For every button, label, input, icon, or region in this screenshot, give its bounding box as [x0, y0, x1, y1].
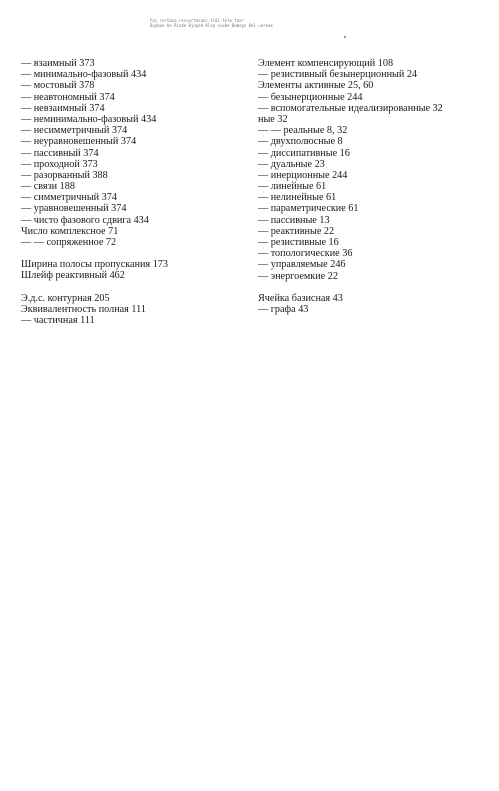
index-entry: — реактивные 22	[258, 225, 335, 237]
index-entry: — резистивный безынерционный 24	[258, 69, 418, 81]
index-entry: — симметричный 374	[21, 192, 117, 204]
index-entry: — уравновешенный 374	[21, 203, 127, 215]
index-entry: Э.д.с. контурная 205	[21, 292, 110, 304]
index-gap	[258, 282, 494, 293]
index-entry: — энергоемкие 22	[258, 270, 338, 282]
index-entry: — диссипативные 16	[258, 147, 350, 159]
index-entry: — минимально-фазовый 434	[21, 69, 147, 81]
watermark	[150, 18, 273, 28]
index-entry: Эквивалентность полная 111	[21, 303, 146, 315]
index-entry: — неуравновешенный 374	[21, 136, 137, 148]
watermark-line: Buyboe be Riode Bjoped Alep sxxbe Bamsgs Bel.=ereek	[150, 23, 273, 28]
index-entry: — безынерционные 244	[258, 91, 363, 103]
index-entry: — неминимально-фазовый 434	[21, 113, 157, 125]
index-entry: Шлейф реактивный 462	[21, 270, 125, 282]
index-entry: — проходной 373	[21, 158, 98, 170]
index-entry: — частичная 111	[21, 314, 95, 326]
index-entry: — линейные 61	[258, 181, 327, 193]
index-entry: — вспомогательные идеализированные 32	[258, 102, 443, 114]
index-column-left	[21, 58, 246, 326]
index-entry: — дуальные 23	[258, 158, 325, 170]
index-entry: — управляемые 246	[258, 259, 346, 271]
index-entry: Элемент компенсирующий 108	[258, 58, 394, 69]
index-entry: — невзаимный 374	[21, 102, 105, 114]
index-entry: — — сопряженное 72	[21, 237, 117, 248]
index-gap	[21, 248, 246, 259]
index-entry: — несимметричный 374	[21, 125, 128, 137]
index-entry: — топологические 36	[258, 248, 353, 260]
index-entry: — инерционные 244	[258, 169, 348, 181]
index-entry: — неавтономный 374	[21, 91, 115, 103]
index-entry: — двухполюсные 8	[258, 136, 343, 148]
index-entry: — резистивные 16	[258, 237, 339, 248]
index-entry: ные 32	[258, 113, 288, 125]
index-entry: — графа 43	[258, 303, 309, 315]
index-entry: — параметрические 61	[258, 203, 359, 215]
index-entry: Элементы активные 25, 60	[258, 80, 374, 92]
index-entry: Ячейка базисная 43	[258, 292, 343, 304]
index-entry: — чисто фазового сдвига 434	[21, 214, 149, 226]
index-entry: — мостовый 378	[21, 80, 95, 92]
index-entry: — связи 188	[21, 181, 75, 193]
index-entry: — пассивные 13	[258, 214, 330, 226]
index-column-right	[258, 58, 494, 315]
index-entry: — взаимный 373	[21, 58, 95, 69]
index-entry: — разорванный 388	[21, 169, 108, 181]
index-entry: — пассивный 374	[21, 147, 99, 159]
speck	[344, 36, 346, 38]
index-entry: Число комплексное 71	[21, 225, 119, 237]
index-entry: — — реальные 8, 32	[258, 125, 348, 137]
watermark-line: Fai rortasa ressortesanc.tl01 tele taxr	[150, 18, 244, 23]
index-entry: — нелинейные 61	[258, 192, 337, 204]
index-entry: Ширина полосы пропускания 173	[21, 259, 168, 271]
index-gap	[21, 282, 246, 293]
